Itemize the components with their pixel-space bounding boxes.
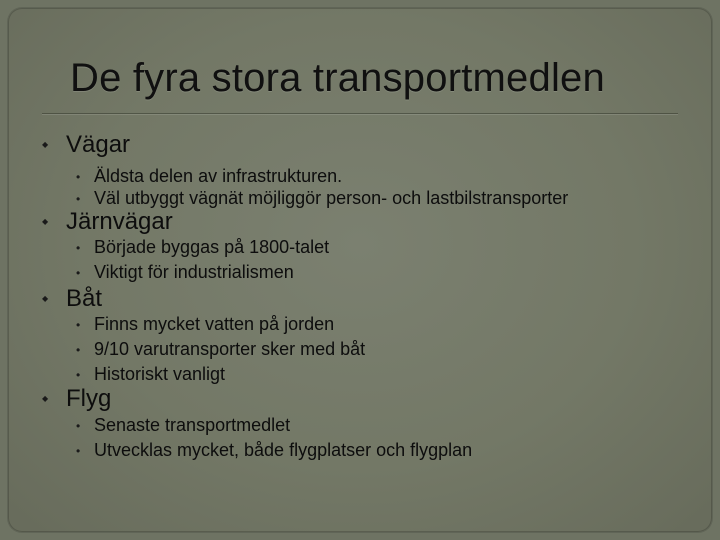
topic-label: Båt xyxy=(66,285,103,312)
bullet-marker-icon: ◆ xyxy=(42,394,49,403)
bullet-marker-icon: ◆ xyxy=(42,140,49,149)
list-item-text: Utvecklas mycket, både flygplatser och flygplan xyxy=(94,440,473,460)
bullet-dot-icon: • xyxy=(76,191,81,206)
topic-flyg xyxy=(42,385,111,413)
topic-label: Flyg xyxy=(66,385,112,412)
bullet-dot-icon: • xyxy=(76,317,81,332)
list-item xyxy=(76,339,365,360)
topic-label: Vägar xyxy=(66,131,131,158)
list-item-text: Senaste transportmedlet xyxy=(94,415,291,435)
topic-vagar xyxy=(42,131,130,159)
list-item-text: Viktigt för industrialismen xyxy=(94,262,294,282)
list-item xyxy=(76,415,290,436)
topic-jarnvagar xyxy=(42,208,173,236)
list-item xyxy=(76,237,329,258)
topic-label: Järnvägar xyxy=(66,208,173,235)
list-item xyxy=(76,188,568,209)
topic-bat xyxy=(42,285,102,313)
list-item xyxy=(76,364,225,385)
list-item xyxy=(76,262,294,283)
list-item-text: Väl utbyggt vägnät möjliggör person- och lastbilstransporter xyxy=(94,188,569,208)
bullet-dot-icon: • xyxy=(76,265,81,280)
list-item-text: Började byggas på 1800-talet xyxy=(94,237,330,257)
bullet-dot-icon: • xyxy=(76,169,81,184)
bullet-dot-icon: • xyxy=(76,240,81,255)
bullet-marker-icon: ◆ xyxy=(42,217,49,226)
list-item xyxy=(76,440,472,461)
list-item xyxy=(76,166,342,187)
list-item-text: Historiskt vanligt xyxy=(94,364,226,384)
list-item xyxy=(76,314,334,335)
bullet-marker-icon: ◆ xyxy=(42,294,49,303)
slide-title: De fyra stora transportmedlen xyxy=(70,56,605,100)
bullet-dot-icon: • xyxy=(76,418,81,433)
bullet-dot-icon: • xyxy=(76,367,81,382)
list-item-text: Äldsta delen av infrastrukturen. xyxy=(94,166,343,186)
bullet-dot-icon: • xyxy=(76,443,81,458)
list-item-text: 9/10 varutransporter sker med båt xyxy=(94,339,366,359)
bullet-dot-icon: • xyxy=(76,342,81,357)
list-item-text: Finns mycket vatten på jorden xyxy=(94,314,335,334)
